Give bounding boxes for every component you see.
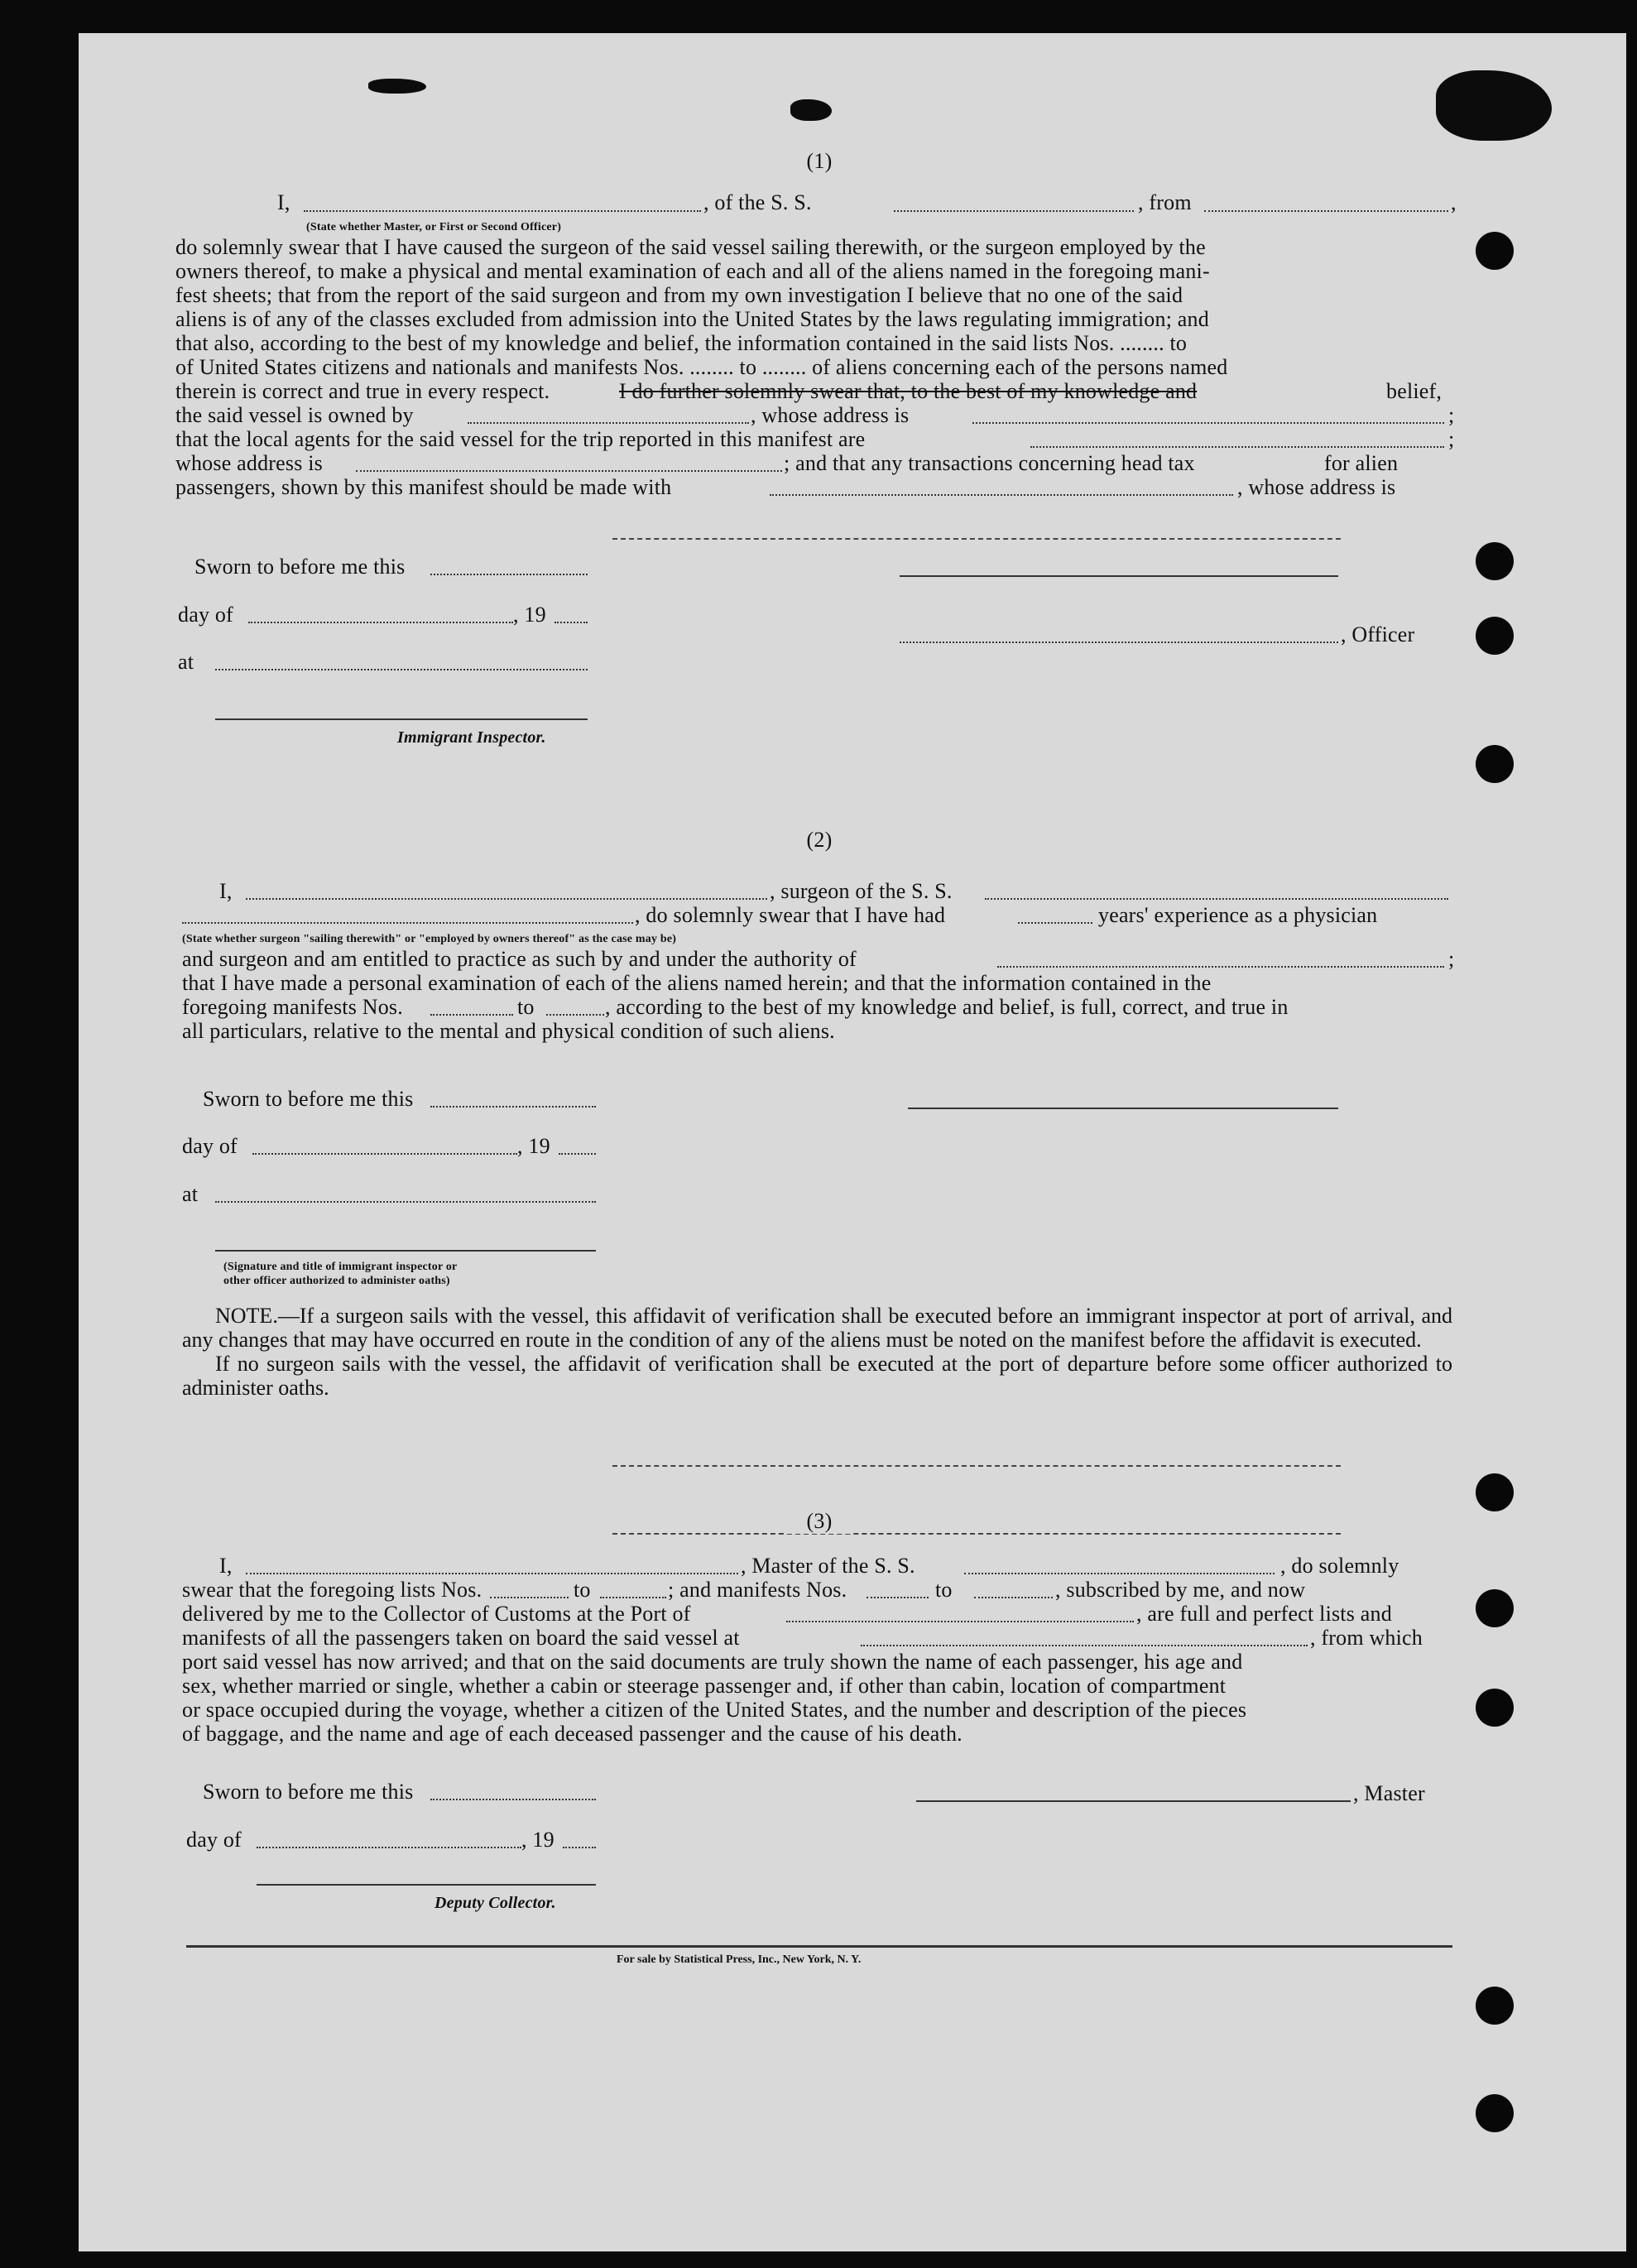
s2-sub: (State whether surgeon "sailing therewith" or "employed by owners thereof" as the case may be) xyxy=(182,933,677,945)
s2-solemnly: , do solemnly swear that I have had xyxy=(635,903,946,927)
ink-blot xyxy=(790,99,832,121)
s3-port-field[interactable] xyxy=(786,1621,1134,1622)
s3-day-field[interactable] xyxy=(257,1847,521,1848)
punch-hole-icon xyxy=(1476,1987,1514,2025)
s3-separator xyxy=(612,1533,1341,1535)
s3-collector: Deputy Collector. xyxy=(434,1894,556,1912)
s2-line-3: and surgeon and am entitled to practice as such by and under the authority of xyxy=(182,947,857,971)
punch-hole-icon xyxy=(1476,232,1514,270)
s2-years-field[interactable] xyxy=(1018,922,1092,924)
s2-separator xyxy=(612,1465,1341,1467)
s2-day-of: day of xyxy=(182,1134,238,1158)
s2-line-5a: foregoing manifests Nos. xyxy=(182,995,403,1019)
s1-signature-line[interactable] xyxy=(900,575,1338,577)
s1-officer-line[interactable] xyxy=(900,641,1338,643)
s1-day-field[interactable] xyxy=(248,622,513,623)
s3-sworn-field[interactable] xyxy=(430,1799,596,1800)
s2-day-field[interactable] xyxy=(252,1153,517,1155)
s1-line-10a: whose address is xyxy=(175,451,323,475)
s3-manifest-to[interactable] xyxy=(974,1597,1053,1598)
s3-manifest-from[interactable] xyxy=(867,1597,929,1598)
s1-line-7b: I do further solemnly swear that, to the best of my knowledge and xyxy=(619,379,1198,403)
s3-ship-field[interactable] xyxy=(964,1573,1275,1574)
s1-line-8c: ; xyxy=(1448,403,1455,427)
s2-authority-field[interactable] xyxy=(997,966,1444,968)
s3-l2b: to xyxy=(574,1578,591,1602)
s1-headtax-field[interactable] xyxy=(770,494,1233,496)
s1-line-1: do solemnly swear that I have caused the surgeon of the said vessel sailing therewith, or the surgeon employed by the xyxy=(175,235,1206,259)
s2-sig-line[interactable] xyxy=(215,1250,596,1252)
s2-from-no[interactable] xyxy=(430,1014,513,1016)
s1-line-6: of United States citizens and nationals and manifests Nos. ........ to ........ of aliens concerning each of the persons named xyxy=(175,355,1228,379)
s3-boarded-field[interactable] xyxy=(861,1645,1308,1646)
s1-comma19: , 19 xyxy=(513,603,546,627)
s3-l4b: , from which xyxy=(1310,1626,1423,1650)
s1-line-9: that the local agents for the said vessel for the trip reported in this manifest are xyxy=(175,427,866,451)
section-2-number: (2) xyxy=(806,828,833,852)
s1-officer-sub: (State whether Master, or First or Second Officer) xyxy=(306,221,562,233)
s1-ship-field[interactable] xyxy=(894,210,1134,212)
punch-hole-icon xyxy=(1476,1689,1514,1727)
note-label: NOTE. xyxy=(215,1304,278,1328)
s3-year-field[interactable] xyxy=(563,1847,596,1848)
s2-years: years' experience as a physician xyxy=(1098,903,1378,927)
s1-day-of: day of xyxy=(178,603,233,627)
s1-line-2: owners thereof, to make a physical and mental examination of each and all of the aliens named in the foregoing mani- xyxy=(175,259,1210,283)
s2-surgeon-of: , surgeon of the S. S. xyxy=(770,879,953,903)
punch-hole-icon xyxy=(1476,1473,1514,1511)
s3-collector-line[interactable] xyxy=(257,1884,596,1886)
s2-to-no[interactable] xyxy=(546,1014,604,1016)
s2-at-field[interactable] xyxy=(215,1201,596,1203)
s3-solemnly: , do solemnly xyxy=(1280,1554,1399,1578)
s2-signature-line[interactable] xyxy=(908,1108,1338,1109)
s3-l2c: ; and manifests Nos. xyxy=(668,1578,847,1602)
s1-line-8b: , whose address is xyxy=(751,403,910,427)
s1-line-10c: for alien xyxy=(1324,451,1399,475)
s1-sworn-field[interactable] xyxy=(430,574,588,575)
s1-line-7a: therein is correct and true in every respect. xyxy=(175,379,550,403)
s2-year-field[interactable] xyxy=(559,1153,596,1155)
punch-hole-icon xyxy=(1476,1589,1514,1627)
s1-owner-address-field[interactable] xyxy=(972,422,1444,424)
s3-lists-to[interactable] xyxy=(600,1597,666,1598)
s2-ship-field[interactable] xyxy=(985,898,1448,900)
s1-agents-address-field[interactable] xyxy=(356,470,782,472)
s2-line-4: that I have made a personal examination of each of the aliens named herein; and that the information contained in the xyxy=(182,971,1212,995)
s2-semicolon: ; xyxy=(1448,947,1455,971)
s1-owner-field[interactable] xyxy=(468,422,749,424)
punch-hole-icon xyxy=(1476,542,1514,580)
s3-l4a: manifests of all the passengers taken on board the said vessel at xyxy=(182,1626,740,1650)
s3-day-of: day of xyxy=(186,1828,242,1852)
s1-at: at xyxy=(178,650,194,674)
note-block xyxy=(182,1304,1452,1400)
s1-of-ss: , of the S. S. xyxy=(703,190,812,214)
s3-l3b: , are full and perfect lists and xyxy=(1136,1602,1392,1626)
s2-sig-1: (Signature and title of immigrant inspector or xyxy=(223,1261,458,1273)
note-paragraph-1: —If a surgeon sails with the vessel, this affidavit of verification shall be executed before an immigrant inspector at port of arrival, and any changes that may have occurred en route in the condition of any of the aliens must be noted on the manifest before the affidavit is executed. xyxy=(182,1304,1452,1352)
s1-line-10b-strike xyxy=(1068,451,1316,476)
s1-line-9-end: ; xyxy=(1448,427,1455,451)
s2-line-5b: to xyxy=(517,995,535,1019)
s3-i: I, xyxy=(219,1554,233,1578)
s1-line-3: fest sheets; that from the report of the said surgeon and from my own investigation I believe that no one of the said xyxy=(175,283,1183,307)
s2-surgeon-field[interactable] xyxy=(246,898,767,900)
s3-l8: of baggage, and the name and age of each deceased passenger and the cause of his death. xyxy=(182,1722,963,1746)
s3-l2a: swear that the foregoing lists Nos. xyxy=(182,1578,482,1602)
s2-sig-2: other officer authorized to administer oaths) xyxy=(223,1275,450,1287)
form-sheet xyxy=(79,33,1626,2251)
s3-l2d: to xyxy=(935,1578,953,1602)
s1-i: I, xyxy=(277,190,290,214)
note-paragraph-2: If no surgeon sails with the vessel, the affidavit of verification shall be executed at the port of departure before some officer authorized to administer oaths. xyxy=(182,1352,1452,1400)
s3-l7: or space occupied during the voyage, whether a citizen of the United States, and the number and description of the pieces xyxy=(182,1698,1247,1722)
s1-sworn: Sworn to before me this xyxy=(194,555,406,579)
s1-line-7c: belief, xyxy=(1386,379,1443,403)
s2-sailing-field[interactable] xyxy=(182,922,633,924)
s1-agents-field[interactable] xyxy=(1030,446,1444,448)
punch-hole-icon xyxy=(1476,745,1514,783)
footer-rule xyxy=(186,1945,1452,1948)
s3-master-line[interactable] xyxy=(916,1800,1351,1802)
s1-line-11a: passengers, shown by this manifest should be made with xyxy=(175,475,672,499)
s3-sworn: Sworn to before me this xyxy=(203,1780,414,1804)
s1-officer-field[interactable] xyxy=(304,210,701,212)
punch-hole-icon xyxy=(1476,2094,1514,2132)
s2-sworn: Sworn to before me this xyxy=(203,1087,414,1111)
s1-at-field[interactable] xyxy=(215,669,588,670)
punch-hole-icon xyxy=(1476,617,1514,655)
ink-blot xyxy=(1436,70,1552,141)
s3-comma19: , 19 xyxy=(521,1828,554,1852)
section-1-number: (1) xyxy=(806,149,833,173)
s3-l6: sex, whether married or single, whether a cabin or steerage passenger and, if other than cabin, location of compartment xyxy=(182,1674,1227,1698)
s3-l3a: delivered by me to the Collector of Customs at the Port of xyxy=(182,1602,691,1626)
s1-inspector: Immigrant Inspector. xyxy=(397,728,546,747)
s1-inspector-line[interactable] xyxy=(215,718,588,720)
s3-name-field[interactable] xyxy=(246,1573,738,1574)
s3-l2e: , subscribed by me, and now xyxy=(1055,1578,1306,1602)
s1-line-10b: ; and that any transactions concerning head tax xyxy=(784,451,1195,475)
ink-blot xyxy=(368,79,426,94)
s3-l5: port said vessel has now arrived; and that on the said documents are truly shown the name of each passenger, his age and xyxy=(182,1650,1243,1674)
s2-comma19: , 19 xyxy=(517,1134,550,1158)
s1-officer: , Officer xyxy=(1341,622,1415,646)
s3-lists-from[interactable] xyxy=(490,1597,569,1598)
s1-line-8a: the said vessel is owned by xyxy=(175,403,414,427)
s1-separator xyxy=(612,538,1341,540)
s2-line-6: all particulars, relative to the mental and physical condition of such aliens. xyxy=(182,1019,835,1043)
s1-end-comma: , xyxy=(1451,190,1457,214)
s2-sworn-field[interactable] xyxy=(430,1106,596,1108)
s1-line-11b: , whose address is xyxy=(1237,475,1396,499)
s1-line-4: aliens is of any of the classes excluded from admission into the United States by the laws regulating immigration; and xyxy=(175,307,1209,331)
s1-year-field[interactable] xyxy=(554,622,588,623)
printer-footer: For sale by Statistical Press, Inc., New York, N. Y. xyxy=(617,1953,862,1966)
s2-at: at xyxy=(182,1182,199,1206)
s3-master-of: , Master of the S. S. xyxy=(741,1554,915,1578)
s2-i: I, xyxy=(219,879,233,903)
s1-from-field[interactable] xyxy=(1204,210,1448,212)
s2-line-5c: , according to the best of my knowledge and belief, is full, correct, and true in xyxy=(605,995,1289,1019)
s3-master: , Master xyxy=(1353,1781,1425,1805)
s1-from: , from xyxy=(1138,190,1192,214)
s1-line-5: that also, according to the best of my knowledge and belief, the information contained in the said lists Nos. ........ to xyxy=(175,331,1188,355)
section-3-number: (3) xyxy=(786,1509,852,1534)
